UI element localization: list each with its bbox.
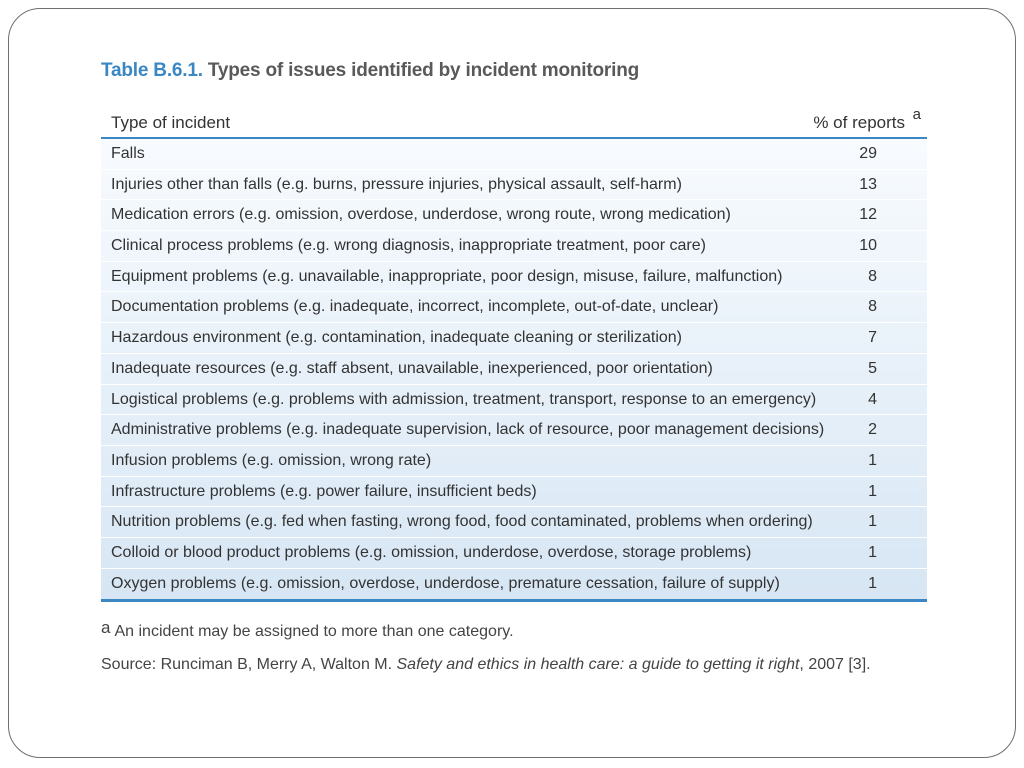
- table-row: [101, 231, 927, 262]
- cell-percent: 13: [859, 175, 877, 193]
- table-row: [101, 139, 927, 170]
- header-percent-of-reports: % of reports: [813, 113, 905, 132]
- table-row: [101, 415, 927, 446]
- table-body: [101, 139, 927, 602]
- table-row: [101, 569, 927, 600]
- source-citation: [101, 656, 871, 674]
- cell-incident-type: Medication errors (e.g. omission, overdose, underdose, wrong route, wrong medication): [111, 206, 731, 224]
- cell-incident-type: Infusion problems (e.g. omission, wrong rate): [111, 451, 432, 469]
- cell-incident-type: Falls: [111, 145, 145, 162]
- footnote-text: An incident may be assigned to more than one category.: [114, 623, 514, 640]
- cell-percent: 10: [859, 237, 877, 255]
- cell-percent: 8: [868, 298, 877, 316]
- table-row: [101, 262, 927, 293]
- cell-incident-type: Documentation problems (e.g. inadequate, incorrect, incomplete, out-of-date, unclear): [111, 298, 719, 316]
- table-row: [101, 385, 927, 416]
- table-row: [101, 507, 927, 538]
- table-row: [101, 354, 927, 385]
- cell-incident-type: Administrative problems (e.g. inadequate supervision, lack of resource, poor management decisions): [111, 421, 825, 439]
- cell-incident-type: Logistical problems (e.g. problems with admission, treatment, transport, response to an emergency): [111, 390, 817, 408]
- table-row: [101, 292, 927, 323]
- table-header: [101, 106, 927, 139]
- table-row: [101, 170, 927, 201]
- source-title: Safety and ethics in health care: a guide to getting it right: [396, 656, 800, 673]
- cell-percent: 1: [868, 543, 877, 561]
- cell-percent: 7: [868, 329, 877, 347]
- cell-percent: 1: [868, 513, 877, 531]
- cell-percent: 12: [859, 206, 877, 224]
- table-title: [101, 60, 639, 82]
- cell-percent: 5: [868, 359, 877, 377]
- cell-incident-type: Equipment problems (e.g. unavailable, inappropriate, poor design, misuse, failure, malfunction): [111, 267, 783, 285]
- cell-percent: 2: [868, 421, 877, 439]
- header-footnote-mark: a: [912, 106, 921, 123]
- table-title-text: Types of issues identified by incident monitoring: [207, 60, 640, 81]
- footnote-mark: a: [101, 618, 111, 637]
- cell-percent: 1: [868, 451, 877, 469]
- cell-incident-type: Oxygen problems (e.g. omission, overdose, underdose, premature cessation, failure of supply): [111, 574, 780, 592]
- table-number: Table B.6.1.: [101, 60, 203, 81]
- table-row: [101, 446, 927, 477]
- table-row: [101, 200, 927, 231]
- incident-table: [101, 106, 927, 602]
- cell-percent: 1: [868, 574, 877, 592]
- cell-incident-type: Infrastructure problems (e.g. power failure, insufficient beds): [111, 482, 537, 500]
- header-type-of-incident: Type of incident: [111, 113, 231, 132]
- cell-incident-type: Hazardous environment (e.g. contamination, inadequate cleaning or sterilization): [111, 329, 682, 347]
- source-suffix: , 2007 [3].: [799, 656, 871, 673]
- cell-incident-type: Injuries other than falls (e.g. burns, pressure injuries, physical assault, self-harm): [111, 175, 682, 193]
- cell-incident-type: Inadequate resources (e.g. staff absent, unavailable, inexperienced, poor orientation): [111, 359, 713, 377]
- cell-incident-type: Colloid or blood product problems (e.g. omission, underdose, overdose, storage problems): [111, 543, 752, 561]
- footnote: [101, 618, 514, 641]
- cell-incident-type: Nutrition problems (e.g. fed when fasting, wrong food, food contaminated, problems when ordering): [111, 513, 813, 531]
- table-row: [101, 323, 927, 354]
- table-row: [101, 477, 927, 508]
- cell-percent: 4: [868, 390, 877, 408]
- table-row: [101, 538, 927, 569]
- source-prefix: Source: Runciman B, Merry A, Walton M.: [101, 656, 397, 673]
- cell-incident-type: Clinical process problems (e.g. wrong diagnosis, inappropriate treatment, poor care): [111, 237, 706, 255]
- cell-percent: 1: [868, 482, 877, 500]
- cell-percent: 29: [859, 145, 877, 162]
- cell-percent: 8: [868, 267, 877, 285]
